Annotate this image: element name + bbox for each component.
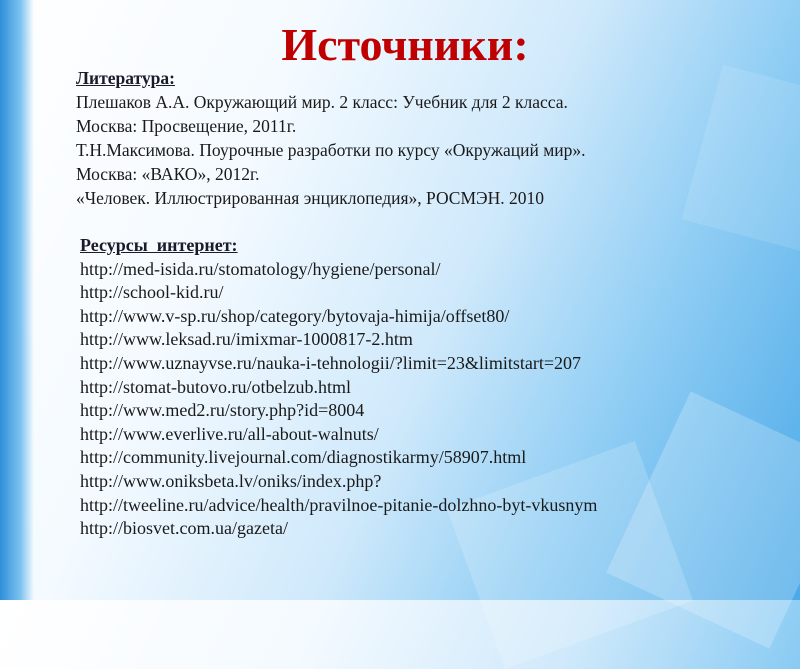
resource-link[interactable]: http://stomat-butovo.ru/otbelzub.html: [80, 376, 351, 397]
internet-resources-section: [80, 234, 597, 541]
literature-line: Москва: «ВАКО», 2012г.: [76, 164, 260, 184]
literature-line: Москва: Просвещение, 2011г.: [76, 116, 297, 136]
resource-link[interactable]: http://www.med2.ru/story.php?id=8004: [80, 400, 365, 421]
resource-link[interactable]: http://biosvet.com.ua/gazeta/: [80, 518, 288, 539]
resource-link[interactable]: http://www.v-sp.ru/shop/category/bytovaja-himija/offset80/: [80, 305, 510, 326]
literature-line: «Человек. Иллюстрированная энциклопедия», РОСМЭН. 2010: [76, 188, 544, 208]
resource-link[interactable]: http://med-isida.ru/stomatology/hygiene/personal/: [80, 258, 441, 279]
slide-title: Источники:: [281, 19, 529, 70]
resource-link[interactable]: http://tweeline.ru/advice/health/pravilnoe-pitanie-dolzhno-byt-vkusnym: [80, 494, 598, 515]
resource-link[interactable]: http://www.leksad.ru/imixmar-1000817-2.htm: [80, 329, 413, 350]
resource-link[interactable]: http://www.uznayvse.ru/nauka-i-tehnologii/?limit=23&limitstart=207: [80, 352, 582, 373]
resource-link[interactable]: http://school-kid.ru/: [80, 282, 224, 303]
literature-heading: Литература:: [76, 68, 175, 88]
resource-link[interactable]: http://www.oniksbeta.lv/oniks/index.php?: [80, 470, 382, 491]
literature-section: [76, 66, 586, 210]
literature-line: Т.Н.Максимова. Поурочные разработки по курсу «Окружаций мир».: [76, 140, 586, 160]
decor-shape: [682, 65, 800, 256]
internet-heading: Ресурсы интернет:: [80, 235, 238, 255]
literature-line: Плешаков А.А. Окружающий мир. 2 класс: Учебник для 2 класса.: [76, 92, 568, 112]
left-decor-stripe: [0, 0, 34, 600]
resource-link[interactable]: http://community.livejournal.com/diagnostikarmy/58907.html: [80, 447, 527, 468]
resource-link[interactable]: http://www.everlive.ru/all-about-walnuts/: [80, 423, 379, 444]
